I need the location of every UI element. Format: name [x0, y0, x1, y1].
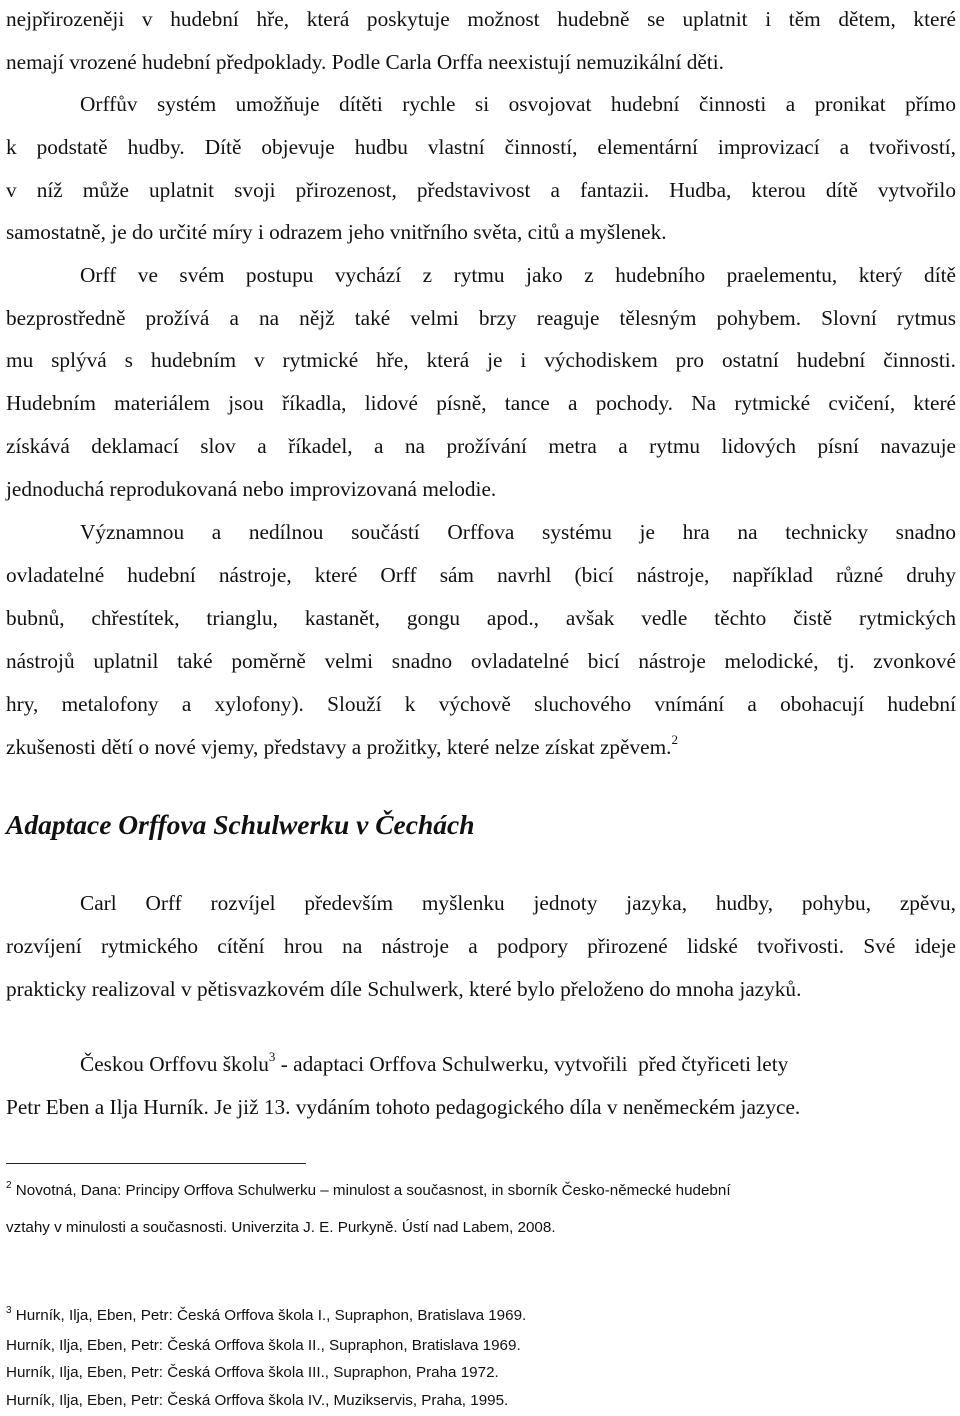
- paragraph-line: v níž může uplatnit svoji přirozenost, představivost a fantazii. Hudba, kterou dítě vytvořilo: [6, 178, 956, 202]
- paragraph-line: bubnů, chřestítek, trianglu, kastanět, gongu apod., avšak vedle těchto čistě rytmických: [6, 606, 956, 630]
- paragraph-line: Orff ve svém postupu vychází z rytmu jako z hudebního praelementu, který dítě: [80, 263, 956, 287]
- paragraph-line: Orffův systém umožňuje dítěti rychle si osvojovat hudební činnosti a pronikat přímo: [80, 92, 956, 116]
- paragraph-line: nejpřirozeněji v hudební hře, která poskytuje možnost hudebně se uplatnit i těm dětem, které: [6, 7, 956, 31]
- paragraph-line: nemají vrozené hudební předpoklady. Podle Carla Orffa neexistují nemuzikální děti.: [6, 50, 724, 74]
- paragraph-line: [6, 734, 956, 760]
- footnote-2-continuation: vztahy v minulosti a současnosti. Univerzita J. E. Purkyně. Ústí nad Labem, 2008.: [6, 1219, 556, 1236]
- paragraph-text: - adaptaci Orffova Schulwerku, vytvořili před čtyřiceti lety: [275, 1052, 789, 1076]
- paragraph-line: nástrojů uplatnil také poměrně velmi snadno ovladatelné bicí nástroje melodické, tj. zvonkové: [6, 649, 956, 673]
- footnote-3: [6, 1306, 956, 1326]
- footnote-3-line: Hurník, Ilja, Eben, Petr: Česká Orffova škola II., Supraphon, Bratislava 1969.: [6, 1337, 521, 1354]
- footnote-3-line: Hurník, Ilja, Eben, Petr: Česká Orffova škola IV., Muzikservis, Praha, 1995.: [6, 1392, 509, 1409]
- paragraph-text: Českou Orffovu školu: [80, 1052, 269, 1076]
- paragraph-line: mu splývá s hudebním v rytmické hře, která je i východiskem pro ostatní hudební činnosti.: [6, 348, 956, 372]
- footnote-3-line: Hurník, Ilja, Eben, Petr: Česká Orffova škola III., Supraphon, Praha 1972.: [6, 1364, 499, 1381]
- footnote-reference[interactable]: 2: [671, 732, 678, 747]
- paragraph-line: k podstatě hudby. Dítě objevuje hudbu vlastní činností, elementární improvizací a tvořivostí,: [6, 135, 956, 159]
- paragraph-line: Petr Eben a Ilja Hurník. Je již 13. vydáním tohoto pedagogického díla v neněmeckém jazyce.: [6, 1095, 801, 1119]
- footnote-text: Novotná, Dana: Principy Orffova Schulwerku – minulost a současnost, in sborník Česko-německé hudební: [15, 1182, 731, 1199]
- footnote-number: 2: [6, 1180, 12, 1191]
- footnote-number: 3: [6, 1305, 12, 1316]
- paragraph-text: zkušenosti dětí o nové vjemy, představy a prožitky, které nelze získat zpěvem.: [6, 735, 672, 759]
- paragraph-line: Významnou a nedílnou součástí Orffova systému je hra na technicky snadno: [80, 520, 956, 544]
- footnote-2: [6, 1181, 956, 1201]
- paragraph-line: samostatně, je do určité míry i odrazem jeho vnitřního světa, citů a myšlenek.: [6, 220, 667, 244]
- footnote-reference[interactable]: 3: [268, 1049, 276, 1064]
- paragraph-line: rozvíjení rytmického cítění hrou na nástroje a podpory přirozené lidské tvořivosti. Své ideje: [6, 934, 956, 958]
- footnote-text: Hurník, Ilja, Eben, Petr: Česká Orffova škola I., Supraphon, Bratislava 1969.: [15, 1307, 527, 1324]
- paragraph-line: prakticky realizoval v pětisvazkovém díle Schulwerk, které bylo přeloženo do mnoha jazyků.: [6, 977, 802, 1001]
- paragraph-line: jednoduchá reprodukovaná nebo improvizovaná melodie.: [6, 477, 497, 501]
- paragraph-line: bezprostředně prožívá a na nějž také velmi brzy reaguje tělesným pohybem. Slovní rytmus: [6, 306, 956, 330]
- section-heading: Adaptace Orffova Schulwerku v Čechách: [6, 809, 475, 840]
- paragraph-line: [80, 1051, 956, 1077]
- paragraph-line: ovladatelné hudební nástroje, které Orff sám navrhl (bicí nástroje, například různé druhy: [6, 563, 956, 587]
- paragraph-line: Carl Orff rozvíjel především myšlenku jednoty jazyka, hudby, pohybu, zpěvu,: [80, 891, 956, 915]
- paragraph-line: získává deklamací slov a říkadel, a na prožívání metra a rytmu lidových písní navazuje: [6, 434, 956, 458]
- footnote-separator: [6, 1163, 306, 1164]
- paragraph-line: hry, metalofony a xylofony). Slouží k výchově sluchového vnímání a obohacují hudební: [6, 692, 956, 716]
- paragraph-line: Hudebním materiálem jsou říkadla, lidové písně, tance a pochody. Na rytmické cvičení, které: [6, 391, 956, 415]
